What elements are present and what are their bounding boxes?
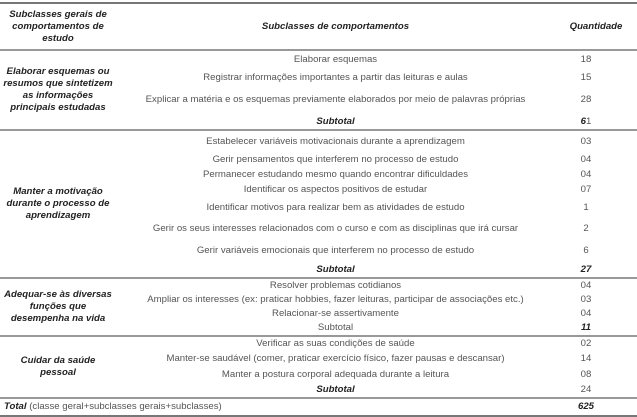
header-subclasses: Subclasses de comportamentos [116, 3, 555, 50]
behavior-quantity: 03 [580, 135, 592, 147]
behavior-quantity: 07 [580, 184, 592, 195]
subtotal-value-bold: 6 [580, 115, 586, 127]
behavior-label: Manter-se saudável (comer, praticar exercício físico, fazer pausas e descansar) [166, 353, 505, 364]
behavior-quantity: 2 [583, 223, 589, 234]
behavior-label: Elaborar esquemas [293, 54, 378, 65]
behavior-label: Ampliar os interesses (ex: praticar hobbies, fazer leituras, participar de associações etc.) [147, 293, 524, 305]
behavior-quantity: 08 [580, 368, 592, 380]
behavior-quantity: 6 [583, 245, 589, 256]
behavior-label: Manter a postura corporal adequada durante a leitura [221, 368, 450, 380]
category-cell: Cuidar da saúde pessoal [0, 336, 116, 398]
header-quantity: Quantidade [555, 3, 637, 50]
total-row [0, 398, 637, 416]
behavior-quantity: 03 [580, 293, 592, 305]
subtotal-value-bold: 27 [580, 263, 592, 275]
behavior-quantity: 28 [580, 94, 592, 105]
subtotal-value [555, 321, 637, 336]
subtotal-value-rest: 1 [586, 115, 592, 127]
table-row [0, 50, 637, 69]
subtotal-label: Subtotal [116, 262, 555, 278]
subtotal-label: Subtotal [116, 382, 555, 398]
behavior-label: Identificar os aspectos positivos de estudar [243, 184, 428, 195]
subtotal-value [555, 262, 637, 278]
behavior-label: Gerir os seus interesses relacionados com o curso e com as disciplinas que irá cursar [152, 223, 519, 234]
category-cell: Elaborar esquemas ou resumos que sintetizem as informações principais estudadas [0, 50, 116, 130]
behavior-quantity: 02 [580, 338, 592, 349]
behavior-label: Resolver problemas cotidianos [269, 279, 402, 291]
behavior-label: Explicar a matéria e os esquemas previamente elaborados por meio de palavras próprias [145, 94, 526, 105]
behavior-label: Gerir pensamentos que interferem no processo de estudo [212, 153, 459, 165]
behavior-label: Relacionar-se assertivamente [272, 308, 399, 319]
behavior-quantity: 18 [580, 54, 592, 65]
behaviors-table [0, 2, 637, 417]
behavior-label: Permanecer estudando mesmo quando encontrar dificuldades [202, 168, 469, 180]
behavior-quantity: 04 [580, 168, 592, 180]
subtotal-value-bold: 11 [581, 322, 591, 333]
total-value: 625 [555, 398, 637, 416]
total-label [0, 398, 555, 416]
table-row [0, 130, 637, 152]
behavior-quantity: 04 [580, 153, 592, 165]
behavior-label: Estabelecer variáveis motivacionais durante a aprendizagem [206, 135, 465, 147]
behavior-quantity: 04 [580, 279, 592, 291]
behavior-quantity: 04 [580, 308, 592, 319]
subtotal-label: Subtotal [116, 114, 555, 130]
subtotal-value [555, 114, 637, 130]
behavior-quantity: 1 [583, 202, 589, 213]
subtotal-value-rest: 24 [580, 383, 592, 395]
table-header [0, 3, 637, 50]
category-cell: Adequar-se às diversas funções que desempenha na vida [0, 278, 116, 336]
behavior-label: Verificar as suas condições de saúde [256, 338, 415, 349]
behavior-quantity: 15 [580, 71, 592, 83]
total-label-bold: Total [4, 401, 27, 412]
table-row [0, 336, 637, 351]
subtotal-value [555, 382, 637, 398]
category-cell: Manter a motivação durante o processo de aprendizagem [0, 130, 116, 278]
total-label-rest: (classe geral+subclasses gerais+subclasses) [26, 401, 222, 412]
behavior-label: Gerir variáveis emocionais que interferem no processo de estudo [196, 245, 475, 256]
behavior-label: Identificar motivos para realizar bem as atividades de estudo [206, 202, 465, 213]
header-general-subclasses: Subclasses gerais de comportamentos de estudo [0, 3, 116, 50]
behavior-label: Registrar informações importantes a partir das leituras e aulas [203, 71, 468, 83]
table-row [0, 278, 637, 292]
subtotal-label: Subtotal [116, 321, 555, 336]
behavior-quantity: 14 [580, 353, 592, 364]
